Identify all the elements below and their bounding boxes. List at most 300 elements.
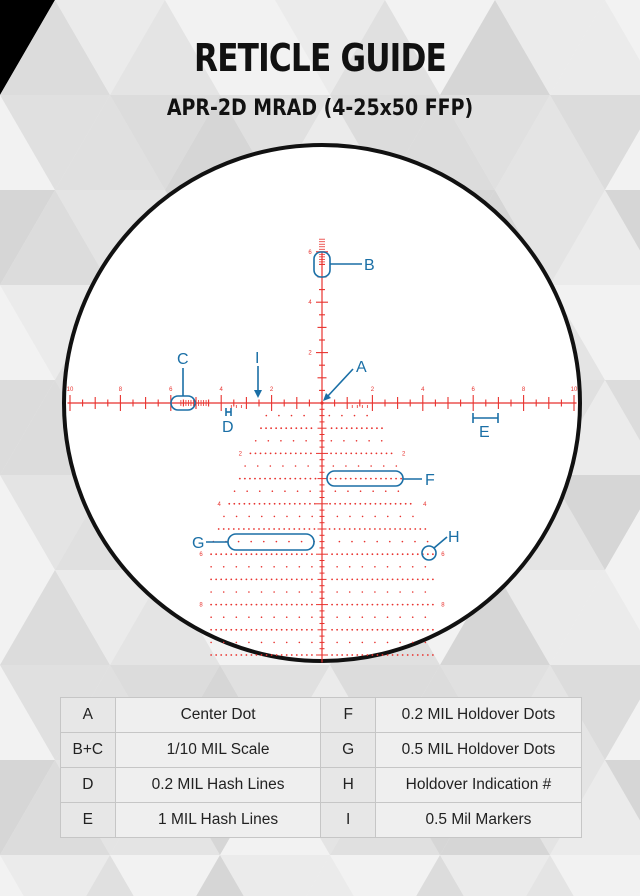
holdover-dot <box>351 579 353 581</box>
holdover-dot <box>345 478 347 480</box>
holdover-dot <box>337 516 339 518</box>
holdover-dot <box>365 478 367 480</box>
holdover-dot <box>236 516 238 518</box>
holdover-dot <box>273 616 275 618</box>
holdover-dot <box>311 642 313 644</box>
holdover-dot <box>269 503 271 505</box>
scale-number: 4 <box>219 387 223 393</box>
holdover-dot <box>361 427 363 429</box>
holdover-dot <box>248 591 250 593</box>
holdover-dot <box>335 478 337 480</box>
holdover-dot <box>407 553 409 555</box>
holdover-dot <box>251 579 253 581</box>
scale-number: 6 <box>169 387 173 393</box>
holdover-dot <box>210 566 212 568</box>
holdover-dot <box>335 453 337 455</box>
holdover-dot <box>392 654 394 656</box>
holdover-dot <box>385 478 387 480</box>
holdover-dot <box>336 553 338 555</box>
callout-label-g: G <box>192 535 205 552</box>
holdover-dot <box>273 528 275 530</box>
holdover-dot <box>372 553 374 555</box>
holdover-dot <box>336 591 338 593</box>
holdover-dot <box>381 453 383 455</box>
holdover-dot <box>365 453 367 455</box>
holdover-dot <box>336 654 338 656</box>
holdover-dot <box>251 604 253 606</box>
legend-key: E <box>61 803 116 838</box>
holdover-dot <box>275 427 277 429</box>
holdover-dot <box>210 553 212 555</box>
holdover-dot <box>286 629 288 631</box>
holdover-dot <box>350 453 352 455</box>
holdover-dot <box>387 604 389 606</box>
holdover-dot <box>225 654 227 656</box>
scale-number: 4 <box>421 387 425 393</box>
holdover-dot <box>261 553 263 555</box>
holdover-dot <box>298 528 300 530</box>
holdover-dot <box>368 440 370 442</box>
holdover-dot <box>369 503 371 505</box>
holdover-dot <box>220 654 222 656</box>
holdover-dot <box>364 541 366 543</box>
holdover-dot <box>424 528 426 530</box>
holdover-dot <box>374 642 376 644</box>
holdover-dot <box>236 591 238 593</box>
holdover-dot <box>346 553 348 555</box>
legend-row <box>61 698 582 733</box>
callout-label-h: H <box>448 529 460 546</box>
holdover-dot <box>309 503 311 505</box>
holdover-dot <box>306 579 308 581</box>
holdover-dot <box>223 566 225 568</box>
holdover-dot <box>295 465 297 467</box>
holdover-dot <box>381 427 383 429</box>
holdover-dot <box>301 579 303 581</box>
holdover-dot <box>311 591 313 593</box>
holdover-dot <box>432 629 434 631</box>
holdover-dot <box>425 591 427 593</box>
holdover-dot <box>356 553 358 555</box>
holdover-dot <box>399 566 401 568</box>
holdover-dot <box>405 503 407 505</box>
holdover-dot <box>306 553 308 555</box>
holdover-dot <box>286 553 288 555</box>
holdover-dot <box>425 616 427 618</box>
holdover-dot <box>259 478 261 480</box>
holdover-dot <box>220 604 222 606</box>
holdover-dot <box>372 629 374 631</box>
holdover-dot <box>276 604 278 606</box>
holdover-dot <box>392 579 394 581</box>
page-title: RETICLE GUIDE <box>194 36 446 80</box>
holdover-dot <box>270 453 272 455</box>
holdover-dot <box>270 465 272 467</box>
holdover-dot <box>295 427 297 429</box>
holdover-dot <box>374 528 376 530</box>
holdover-dot <box>265 453 267 455</box>
scale-number: 10 <box>570 387 578 393</box>
holdover-dot <box>271 579 273 581</box>
holdover-dot <box>402 629 404 631</box>
holdover-dot <box>210 616 212 618</box>
holdover-dot <box>412 616 414 618</box>
holdover-dot <box>289 503 291 505</box>
holdover-dot <box>356 654 358 656</box>
center-dot <box>320 401 323 404</box>
holdover-dot <box>230 629 232 631</box>
holdover-dot <box>285 453 287 455</box>
holdover-dot <box>427 629 429 631</box>
holdover-number: 8 <box>441 602 445 609</box>
holdover-dot <box>266 553 268 555</box>
holdover-dot <box>358 465 360 467</box>
holdover-dot <box>354 528 356 530</box>
holdover-dot <box>370 465 372 467</box>
callout-label-a: A <box>356 359 367 376</box>
callout-label-e: E <box>479 424 490 441</box>
holdover-dot <box>377 654 379 656</box>
holdover-dot <box>275 453 277 455</box>
holdover-dot <box>377 579 379 581</box>
holdover-dot <box>256 553 258 555</box>
holdover-dot <box>315 478 317 480</box>
holdover-dot <box>253 528 255 530</box>
holdover-dot <box>336 579 338 581</box>
holdover-dot <box>372 604 374 606</box>
holdover-dot <box>414 528 416 530</box>
holdover-dot <box>309 490 311 492</box>
legend-key: A <box>61 698 116 733</box>
holdover-dot <box>417 629 419 631</box>
holdover-dot <box>360 478 362 480</box>
holdover-dot <box>280 427 282 429</box>
holdover-dot <box>286 604 288 606</box>
holdover-dot <box>284 503 286 505</box>
holdover-dot <box>417 553 419 555</box>
holdover-dot <box>376 453 378 455</box>
holdover-dot <box>382 579 384 581</box>
holdover-dot <box>305 440 307 442</box>
holdover-dot <box>339 528 341 530</box>
holdover-dot <box>296 553 298 555</box>
holdover-dot <box>407 629 409 631</box>
holdover-dot <box>412 642 414 644</box>
legend-value: 1/10 MIL Scale <box>115 733 321 768</box>
holdover-dot <box>304 478 306 480</box>
holdover-dot <box>281 629 283 631</box>
holdover-dot <box>366 579 368 581</box>
legend-value: 0.5 Mil Markers <box>375 803 581 838</box>
holdover-dot <box>271 604 273 606</box>
holdover-dot <box>335 490 337 492</box>
holdover-dot <box>274 478 276 480</box>
holdover-dot <box>223 528 225 530</box>
holdover-dot <box>362 566 364 568</box>
holdover-dot <box>410 503 412 505</box>
holdover-dot <box>395 478 397 480</box>
legend-value: Center Dot <box>115 698 321 733</box>
holdover-dot <box>282 465 284 467</box>
holdover-dot <box>266 579 268 581</box>
holdover-dot <box>349 503 351 505</box>
holdover-dot <box>264 503 266 505</box>
holdover-dot <box>300 453 302 455</box>
holdover-dot <box>387 579 389 581</box>
holdover-dot <box>331 604 333 606</box>
holdover-dot <box>402 654 404 656</box>
holdover-dot <box>261 654 263 656</box>
callout-label-d: D <box>222 419 234 436</box>
holdover-dot <box>299 616 301 618</box>
holdover-dot <box>311 629 313 631</box>
holdover-dot <box>301 604 303 606</box>
holdover-dot <box>331 427 333 429</box>
holdover-dot <box>295 453 297 455</box>
holdover-dot <box>296 604 298 606</box>
holdover-dot <box>210 604 212 606</box>
holdover-dot <box>291 654 293 656</box>
holdover-dot <box>382 654 384 656</box>
scale-number: 6 <box>471 387 475 393</box>
holdover-dot <box>382 604 384 606</box>
holdover-dot <box>276 553 278 555</box>
holdover-dot <box>361 654 363 656</box>
holdover-dot <box>349 566 351 568</box>
holdover-dot <box>392 553 394 555</box>
holdover-dot <box>246 490 248 492</box>
holdover-dot <box>391 453 393 455</box>
holdover-dot <box>425 566 427 568</box>
holdover-dot <box>314 528 316 530</box>
legend-row <box>61 803 582 838</box>
holdover-dot <box>361 604 363 606</box>
holdover-dot <box>223 616 225 618</box>
holdover-dot <box>331 440 333 442</box>
holdover-dot <box>210 629 212 631</box>
holdover-dot <box>293 440 295 442</box>
holdover-dot <box>310 478 312 480</box>
holdover-dot <box>289 478 291 480</box>
holdover-dot <box>331 629 333 631</box>
holdover-dot <box>412 591 414 593</box>
holdover-dot <box>407 604 409 606</box>
holdover-dot <box>364 503 366 505</box>
holdover-dot <box>210 654 212 656</box>
holdover-dot <box>235 654 237 656</box>
holdover-dot <box>235 553 237 555</box>
holdover-dot <box>432 654 434 656</box>
holdover-dot <box>297 490 299 492</box>
holdover-dot <box>225 579 227 581</box>
holdover-dot <box>432 553 434 555</box>
holdover-dot <box>336 616 338 618</box>
holdover-dot <box>311 553 313 555</box>
holdover-dot <box>280 440 282 442</box>
holdover-dot <box>412 516 414 518</box>
holdover-dot <box>356 427 358 429</box>
holdover-dot <box>364 528 366 530</box>
holdover-dot <box>311 654 313 656</box>
holdover-dot <box>286 566 288 568</box>
holdover-dot <box>266 654 268 656</box>
holdover-dot <box>372 654 374 656</box>
holdover-dot <box>230 604 232 606</box>
holdover-dot <box>238 528 240 530</box>
holdover-dot <box>279 478 281 480</box>
scale-number: 6 <box>308 249 312 256</box>
holdover-dot <box>311 516 313 518</box>
holdover-dot <box>341 654 343 656</box>
holdover-dot <box>256 654 258 656</box>
holdover-dot <box>215 629 217 631</box>
holdover-dot <box>346 604 348 606</box>
holdover-dot <box>255 440 257 442</box>
holdover-dot <box>210 591 212 593</box>
holdover-dot <box>382 553 384 555</box>
holdover-dot <box>346 579 348 581</box>
holdover-dot <box>412 579 414 581</box>
holdover-dot <box>303 528 305 530</box>
holdover-dot <box>311 616 313 618</box>
holdover-dot <box>422 654 424 656</box>
holdover-dot <box>279 503 281 505</box>
holdover-number: 4 <box>217 501 221 508</box>
legend-value: 0.2 MIL Holdover Dots <box>375 698 581 733</box>
holdover-dot <box>249 478 251 480</box>
holdover-dot <box>412 604 414 606</box>
holdover-dot <box>356 604 358 606</box>
holdover-dot <box>301 629 303 631</box>
holdover-dot <box>344 503 346 505</box>
holdover-dot <box>223 642 225 644</box>
legend-value: 0.2 MIL Hash Lines <box>115 768 321 803</box>
holdover-dot <box>422 629 424 631</box>
holdover-dot <box>266 629 268 631</box>
holdover-dot <box>351 427 353 429</box>
holdover-dot <box>362 516 364 518</box>
holdover-dot <box>246 629 248 631</box>
holdover-dot <box>355 478 357 480</box>
holdover-dot <box>281 654 283 656</box>
holdover-dot <box>276 629 278 631</box>
holdover-dot <box>370 453 372 455</box>
holdover-dot <box>417 604 419 606</box>
holdover-dot <box>397 579 399 581</box>
holdover-dot <box>390 503 392 505</box>
holdover-dot <box>301 654 303 656</box>
holdover-dot <box>284 478 286 480</box>
holdover-dot <box>407 579 409 581</box>
holdover-dot <box>389 541 391 543</box>
holdover-dot <box>254 478 256 480</box>
holdover-dot <box>400 503 402 505</box>
holdover-dot <box>349 516 351 518</box>
holdover-dot <box>356 629 358 631</box>
holdover-dot <box>341 553 343 555</box>
holdover-dot <box>210 579 212 581</box>
holdover-dot <box>286 591 288 593</box>
holdover-dot <box>228 528 230 530</box>
holdover-dot <box>331 579 333 581</box>
holdover-dot <box>236 642 238 644</box>
holdover-dot <box>238 503 240 505</box>
holdover-dot <box>377 604 379 606</box>
holdover-dot <box>382 629 384 631</box>
holdover-number: 6 <box>441 552 445 559</box>
holdover-dot <box>417 654 419 656</box>
holdover-dot <box>290 453 292 455</box>
holdover-dot <box>263 528 265 530</box>
holdover-dot <box>270 427 272 429</box>
holdover-dot <box>359 503 361 505</box>
holdover-dot <box>311 566 313 568</box>
holdover-dot <box>399 616 401 618</box>
holdover-dot <box>272 490 274 492</box>
holdover-dot <box>235 579 237 581</box>
holdover-dot <box>336 604 338 606</box>
holdover-dot <box>248 516 250 518</box>
holdover-dot <box>280 453 282 455</box>
holdover-dot <box>265 427 267 429</box>
holdover-dot <box>427 579 429 581</box>
holdover-dot <box>397 654 399 656</box>
holdover-dot <box>362 616 364 618</box>
holdover-dot <box>296 654 298 656</box>
holdover-dot <box>354 415 356 417</box>
holdover-dot <box>251 629 253 631</box>
scale-number: 8 <box>118 387 123 393</box>
holdover-dot <box>260 453 262 455</box>
holdover-dot <box>246 579 248 581</box>
holdover-dot <box>390 478 392 480</box>
holdover-dot <box>377 553 379 555</box>
holdover-dot <box>294 503 296 505</box>
holdover-dot <box>402 604 404 606</box>
page-subtitle: APR-2D MRAD (4-25x50 FFP) <box>166 96 474 121</box>
holdover-dot <box>230 579 232 581</box>
holdover-dot <box>251 654 253 656</box>
holdover-dot <box>351 541 353 543</box>
holdover-dot <box>239 478 241 480</box>
holdover-dot <box>380 503 382 505</box>
holdover-dot <box>223 516 225 518</box>
scale-number: 10 <box>66 387 74 393</box>
holdover-dot <box>339 503 341 505</box>
holdover-dot <box>299 642 301 644</box>
holdover-dot <box>236 616 238 618</box>
holdover-dot <box>396 465 398 467</box>
holdover-dot <box>258 528 260 530</box>
holdover-dot <box>349 642 351 644</box>
holdover-dot <box>299 566 301 568</box>
holdover-dot <box>350 478 352 480</box>
holdover-dot <box>356 579 358 581</box>
holdover-dot <box>256 604 258 606</box>
holdover-dot <box>355 453 357 455</box>
holdover-dot <box>385 503 387 505</box>
holdover-dot <box>398 490 400 492</box>
legend-value: 0.5 MIL Holdover Dots <box>375 733 581 768</box>
holdover-dot <box>248 642 250 644</box>
holdover-dot <box>294 478 296 480</box>
holdover-dot <box>336 642 338 644</box>
holdover-dot <box>225 553 227 555</box>
holdover-dot <box>286 616 288 618</box>
holdover-dot <box>427 541 429 543</box>
holdover-dot <box>260 427 262 429</box>
holdover-dot <box>233 528 235 530</box>
